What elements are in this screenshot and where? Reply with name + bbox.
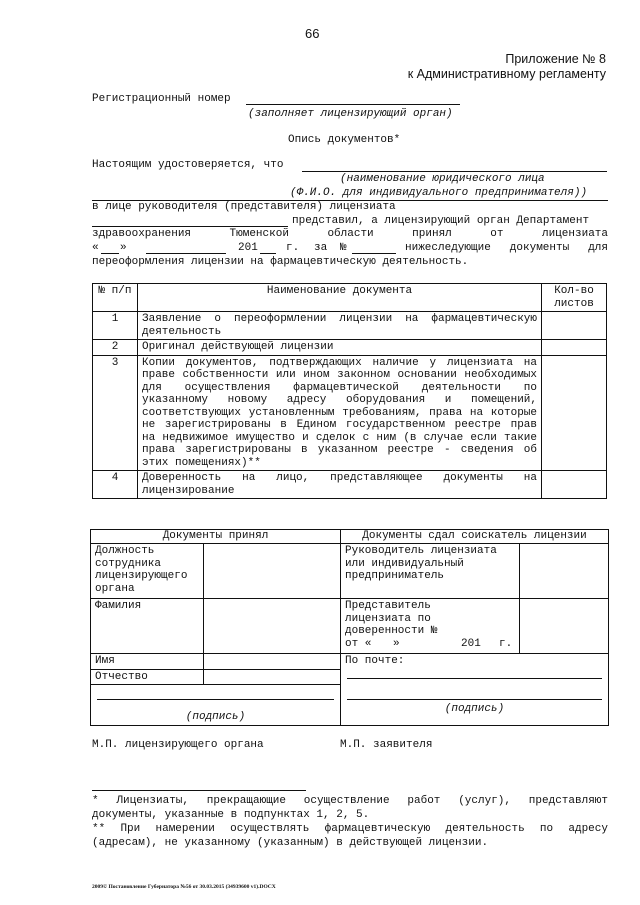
certify-note-2: (Ф.И.О. для индивидуального предпринимателя)) — [290, 187, 588, 199]
appendix-line-1: Приложение № 8 — [505, 52, 606, 66]
page-number: 66 — [305, 26, 320, 41]
row-count[interactable] — [542, 355, 607, 471]
signature-right: (подпись) — [444, 702, 505, 715]
registration-note: (заполняет лицензирующий орган) — [248, 108, 453, 120]
row-num: 4 — [93, 471, 138, 499]
rep-signature-field[interactable] — [520, 599, 609, 654]
head-label: Руководитель лицензиата или индивидуальный предприниматель — [341, 544, 520, 599]
accepted-header: Документы принял — [91, 530, 341, 544]
signature-left-text: (подпись) — [185, 711, 246, 723]
patronymic-field[interactable] — [204, 669, 341, 685]
date-year: 201 — [238, 242, 258, 254]
row-name: Заявление о переоформлении лицензии на фармацевтическую деятельность — [138, 312, 542, 340]
rep-g: г. — [499, 637, 513, 650]
row-num: 2 — [93, 340, 138, 356]
registration-label: Регистрационный номер — [92, 93, 231, 105]
position-label: Должность сотрудника лицензирующего органа — [91, 544, 204, 599]
word: Тюменской — [229, 228, 289, 240]
word: принял — [412, 228, 452, 240]
patronymic-label: Отчество — [91, 669, 204, 685]
mail-line-2 — [347, 679, 602, 700]
date-month-line — [146, 253, 226, 254]
signature-left — [91, 685, 340, 725]
rep-date-line — [345, 638, 515, 651]
stamp-applicant: М.П. заявителя — [340, 739, 433, 751]
header-num: № п/п — [93, 284, 138, 312]
table-row — [93, 312, 607, 340]
rep-cell — [341, 599, 520, 654]
number-sign: № — [340, 242, 347, 254]
header-name: Наименование документа — [138, 284, 542, 312]
rep-close: » — [393, 637, 400, 650]
head-signature-field[interactable] — [520, 544, 609, 599]
certify-line-7: переоформления лицензии на фармацевтическую деятельность. — [92, 256, 469, 268]
table-row — [93, 471, 607, 499]
certify-line — [302, 171, 607, 172]
footnote-1: * Лицензиаты, прекращающие осуществление работ (услуг), представляют документы, указанные в подпунктах 1, 2, 5. — [92, 795, 608, 821]
row-num: 3 — [93, 355, 138, 471]
mail-cell — [341, 654, 609, 726]
certify-line-4-blank — [92, 226, 288, 227]
footer-text: 2009© Постановление Губернатора №56 от 30.03.2015 (34939600 v1).DOCX — [92, 884, 276, 890]
names-cell — [91, 654, 341, 726]
row-count[interactable] — [542, 471, 607, 499]
rep-from: от « — [345, 637, 372, 650]
signature-left-line — [97, 699, 334, 700]
date-year-line — [260, 253, 276, 254]
date-open-quote: « — [92, 242, 99, 254]
word: лицензиата — [541, 228, 608, 240]
row-name: Оригинал действующей лицензии — [138, 340, 542, 356]
name-field[interactable] — [204, 654, 341, 669]
table-header-row — [93, 284, 607, 312]
word: от — [490, 228, 504, 240]
position-field[interactable] — [204, 544, 341, 599]
number-line — [352, 253, 396, 254]
certify-label: Настоящим удостоверяется, что — [92, 159, 284, 171]
handed-header: Документы сдал соискатель лицензии — [341, 530, 609, 544]
date-day-line — [101, 253, 119, 254]
document-title: Опись документов* — [288, 134, 401, 146]
row-count[interactable] — [542, 340, 607, 356]
certify-line-4: представил, а лицензирующий орган Департамент — [292, 215, 590, 227]
row-name: Копии документов, подтверждающих наличие у лицензиата на праве собственности или ином законном основании необходимых для осуществления фармацевтической деятельности по указанному новому адресу оборудования и помещений, соответствующих установленным требованиям, права на которые не зарегистрированы в Едином государственном реестре прав на недвижимое имущество и сделок с ним (в случае если такие права зарегистрированы в указанном реестре - сведения об этих помещениях)** — [138, 355, 542, 471]
row-name: Доверенность на лицо, представляющее документы на лицензирование — [138, 471, 542, 499]
word: области — [327, 228, 374, 240]
rep-label: Представитель лицензиата по доверенности № — [345, 600, 438, 637]
certify-line-3: в лице руководителя (представителя) лицензиата — [92, 201, 396, 213]
name-label: Имя — [91, 654, 204, 669]
stamp-licensing: М.П. лицензирующего органа — [92, 739, 264, 751]
mail-label: По почте: — [345, 655, 405, 667]
mail-line-1 — [347, 668, 602, 679]
certify-line-5 — [92, 228, 608, 240]
header-count: Кол-во листов — [542, 284, 607, 312]
surname-label: Фамилия — [91, 599, 204, 654]
footnote-separator — [92, 790, 306, 791]
appendix-line-2: к Административному регламенту — [407, 67, 606, 81]
table-row — [93, 355, 607, 471]
registration-line — [246, 104, 460, 105]
word: здравоохранения — [92, 228, 192, 240]
date-g: г. — [286, 242, 300, 254]
row-count[interactable] — [542, 312, 607, 340]
row-num: 1 — [93, 312, 138, 340]
signature-table — [90, 529, 609, 726]
rep-year: 201 — [461, 637, 481, 650]
names-subtable — [91, 654, 340, 725]
surname-field[interactable] — [204, 599, 341, 654]
za: за — [314, 242, 328, 254]
documents-table — [92, 283, 607, 499]
table-row — [93, 340, 607, 356]
certify-line-6-rest: нижеследующие документы для — [405, 242, 608, 254]
certify-note-1: (наименование юридического лица — [340, 173, 545, 185]
date-close-quote: » — [120, 242, 127, 254]
footnote-2: ** При намерении осуществлять фармацевтическую деятельность по адресу (адресам), не указанному (указанным) в действующей лицензии. — [92, 823, 608, 849]
